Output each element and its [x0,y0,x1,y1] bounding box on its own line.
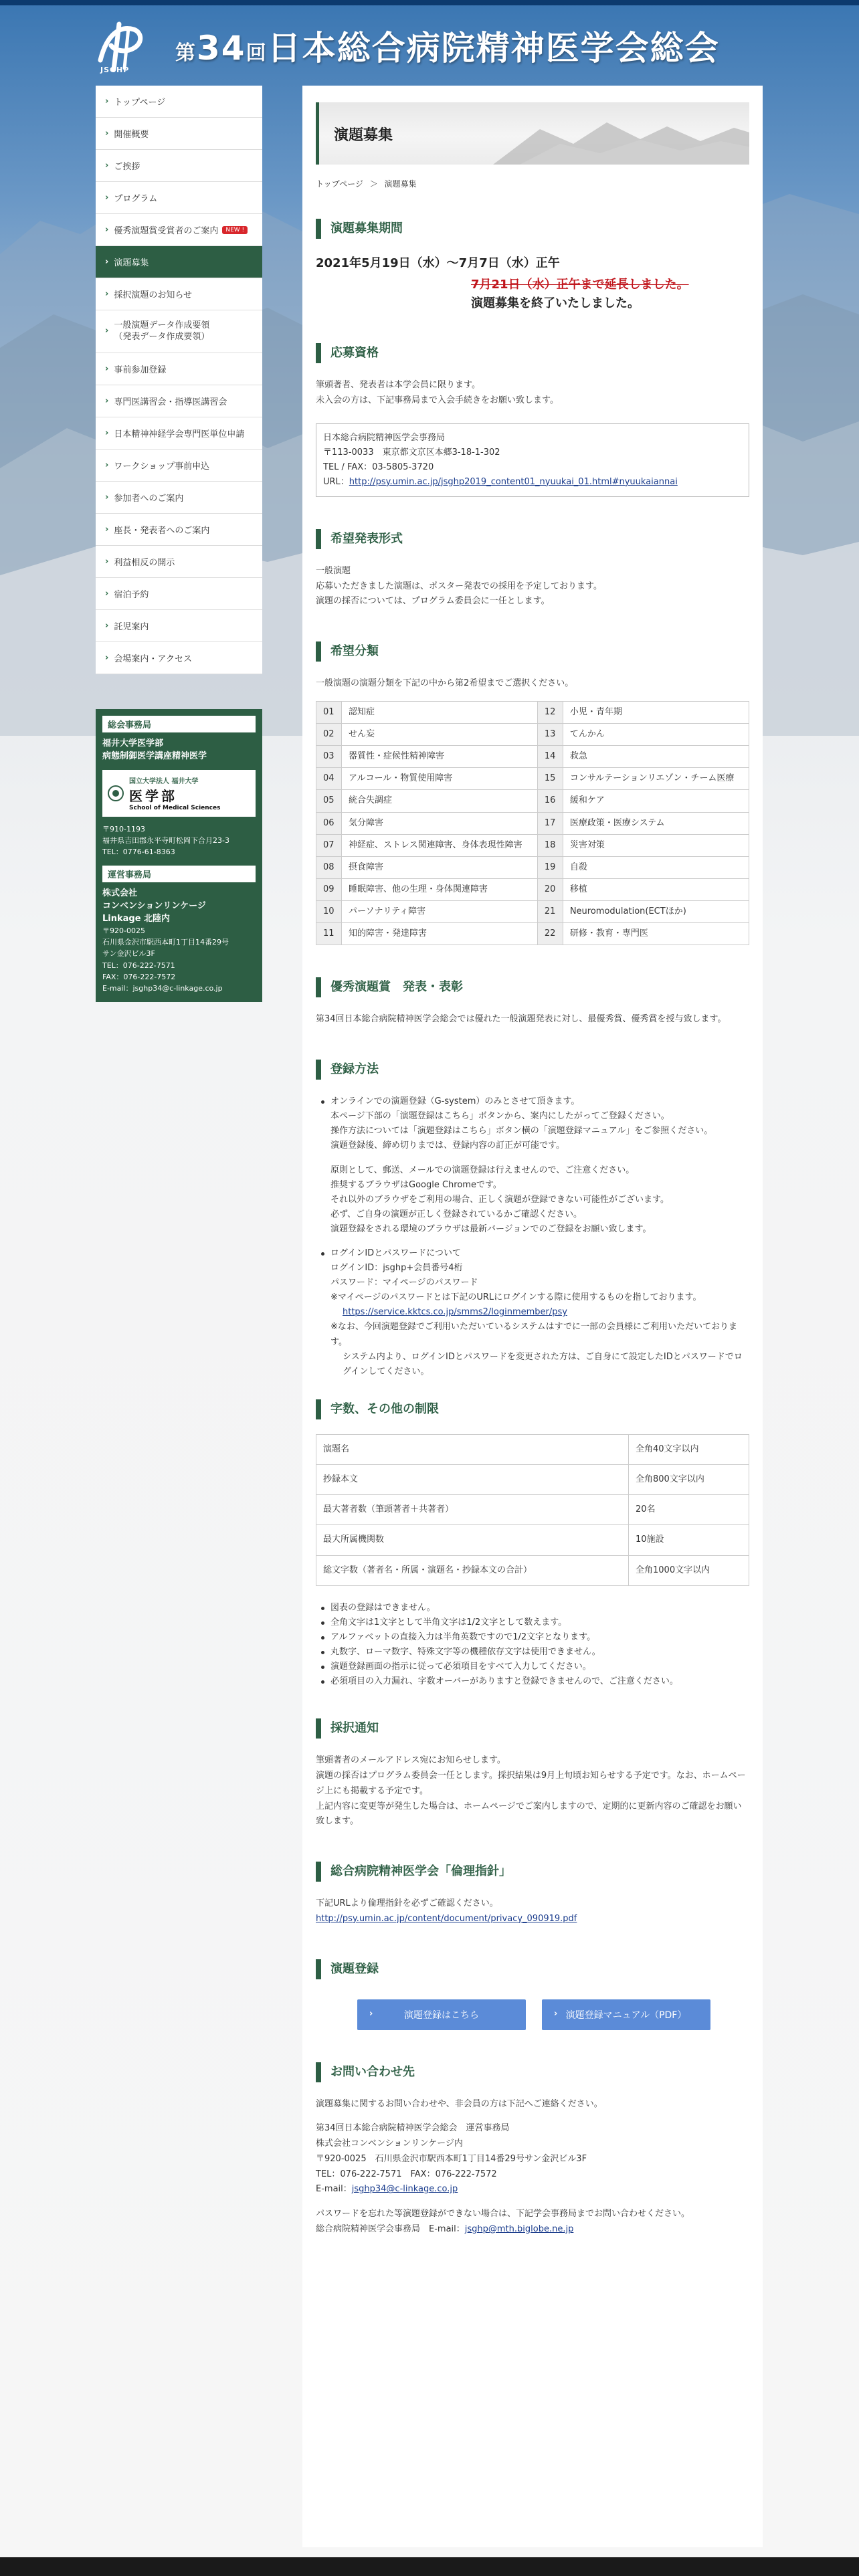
limit-item: 最大所属機関数 [316,1525,629,1555]
sidebar [96,86,262,1002]
reg-b1b-line2: 推奨するブラウザはGoogle Chromeです。 [330,1179,502,1190]
category-number: 13 [537,724,563,746]
reg-b1b-line5: 演題登録をされる環境のブラウザは最新バージョンでのご登録をお願い致します。 [330,1223,652,1234]
nav-label: 宿泊予約 [114,590,149,600]
eligibility-line1: 筆頭著者、発表者は本学会員に限ります。 [316,380,480,390]
category-name: パーソナリティ障害 [342,901,538,923]
limit-value: 全角40文字以内 [629,1434,749,1464]
format-line1: 一般演題 [316,565,351,576]
category-number: 15 [537,768,563,790]
university-logo-text [129,775,220,811]
new-badge: NEW ! [222,226,248,234]
category-name: 緩和ケア [563,790,749,812]
nav-top[interactable] [96,86,262,118]
nav-greeting[interactable] [96,150,262,182]
category-name: 気分障害 [342,812,538,834]
nav-label: 参加者へのご案内 [114,494,184,504]
contact-email-link[interactable]: jsghp34@c-linkage.co.jp [351,2184,458,2195]
list-item: アルファベットの直接入力は半角英数ですので1/2文字となります。 [316,1630,749,1645]
chevron-right-icon: › [105,193,109,203]
category-number: 22 [537,923,563,945]
category-number: 04 [316,768,342,790]
category-number: 20 [537,879,563,901]
nav-label-line2: （発表データ作成要領） [114,331,210,342]
site-title[interactable] [175,21,720,70]
chevron-right-icon: › [105,96,109,106]
list-item [316,1094,749,1237]
secretariat-zip: 〒910-1193 [102,824,145,833]
chevron-right-icon: › [369,2008,373,2019]
section-title-format: 希望発表形式 [316,529,749,549]
table-row [316,1434,749,1464]
nav-accommodation[interactable] [96,578,262,610]
main-content [302,86,763,2547]
nav-program[interactable] [96,182,262,214]
section-title-contact: お問い合わせ先 [316,2062,749,2082]
site-header [0,5,859,80]
contact-line6-row [316,2222,749,2238]
contact-text [316,2097,749,2238]
period-closed: 演題募集を終了いたしました。 [471,296,640,310]
nav-award-winners[interactable] [96,214,262,246]
office-address2: サン金沢ビル3F [102,949,155,959]
ethics-text [316,1896,749,1927]
nav-childcare[interactable] [96,610,262,642]
category-name: 睡眠障害、他の生理・身体関連障害 [342,879,538,901]
title-number: 34 [197,29,246,68]
category-number: 11 [316,923,342,945]
limit-value: 全角1000文字以内 [629,1555,749,1585]
category-name: 認知症 [342,701,538,723]
title-main: 日本総合病院精神医学会総会 [267,29,720,68]
chevron-right-icon: › [105,557,109,567]
category-number: 19 [537,856,563,878]
secretariat-info-box [96,709,262,1002]
section-title-award: 優秀演題賞 発表・表彰 [316,977,749,997]
category-name: 知的障害・発達障害 [342,923,538,945]
page-banner [316,102,749,165]
ethics-pdf-link[interactable]: http://psy.umin.ac.jp/content/document/privacy_090919.pdf [316,1913,577,1924]
category-number: 14 [537,746,563,768]
limits-notes [316,1601,749,1690]
office-tel: TEL：076-222-7571 [102,961,175,970]
category-name: Neuromodulation(ECTほか) [563,901,749,923]
category-name: 救急 [563,746,749,768]
nav-label: 採択演題のお知らせ [114,290,192,300]
limit-value: 10施設 [629,1525,749,1555]
table-row [316,901,749,923]
nav-accepted-abstracts[interactable] [96,278,262,310]
chevron-right-icon: › [105,589,109,599]
section-title-categories: 希望分類 [316,641,749,662]
nav-label: 専門医講習会・指導医講習会 [114,397,227,407]
contact-line5: パスワードを忘れた等演題登録ができない場合は、下記学会事務局までお問い合わせください。 [316,2209,690,2219]
category-number: 10 [316,901,342,923]
nav-label: 日本精神神経学会専門医単位申請 [114,429,245,439]
list-item [316,1246,749,1379]
reg-b2-note3: システム内より、ログインIDとパスワードを変更された方は、ご自身にて設定したIDとパスワードでログインしてください。 [343,1351,743,1377]
section-title-registration: 登録方法 [316,1060,749,1080]
chevron-right-icon: › [105,460,109,470]
category-number: 06 [316,812,342,834]
category-number: 01 [316,701,342,723]
office-zip: 〒920-0025 [102,926,145,936]
category-name: 研修・教育・専門医 [563,923,749,945]
university-logo-line1: 国立大学法人 福井大学 [129,777,199,785]
secretariat-name1: 福井大学医学部 [102,738,164,749]
nav-label: 座長・発表者へのご案内 [114,526,210,536]
category-name: 自殺 [563,856,749,878]
chevron-right-icon: › [105,653,109,663]
registration-list [316,1094,749,1379]
secretariat-tel: TEL：0776-61-8363 [102,847,175,856]
category-number: 07 [316,834,342,856]
notice-line2: 演題の採否はプログラム委員会一任とします。採択結果は9月上旬頃お知らせする予定です。なお、ホームページ上にも掲載する予定です。 [316,1771,746,1796]
category-number: 05 [316,790,342,812]
society-url-row [323,475,742,490]
chevron-right-icon: › [105,128,109,138]
category-name: てんかん [563,724,749,746]
category-name: 摂食障害 [342,856,538,878]
button-label: 演題登録マニュアル（PDF） [565,2009,687,2021]
nav-coi-disclosure[interactable] [96,546,262,578]
table-row [316,834,749,856]
category-number: 12 [537,701,563,723]
section-title-ethics: 総合病院精神医学会「倫理指針」 [316,1862,749,1882]
reg-b2-line3: パスワード：マイページのパスワード [330,1278,478,1288]
title-prefix: 第 [175,41,197,65]
section-title-reg-buttons: 演題登録 [316,1959,749,1979]
table-row [316,701,749,723]
nav-chairs-presenters-info[interactable] [96,514,262,546]
nav-label: 事前参加登録 [114,365,167,375]
list-item: 図表の登録はできません。 [316,1601,749,1615]
logo-text: JSGHP [100,66,130,74]
category-table [316,701,749,946]
category-name: 器質性・症候性精神障害 [342,746,538,768]
category-name: 小児・青年期 [563,701,749,723]
period-extended: 7月21日（水）正午まで延長しました。 [471,278,689,292]
page-title: 演題募集 [334,127,393,144]
section-title-eligibility: 応募資格 [316,343,749,363]
society-name: 日本総合病院精神医学会事務局 [323,432,446,443]
breadcrumb-current: 演題募集 [384,179,417,189]
chevron-right-icon: › [105,257,109,267]
award-text: 第34回日本総合病院精神医学会総会では優れた一般演題発表に対し、最優秀賞、優秀賞を授与致します。 [316,1014,727,1025]
society-tel-fax: TEL / FAX：03-5805-3720 [323,462,434,472]
nav-access[interactable] [96,642,262,674]
chevron-right-icon: › [105,289,109,299]
list-item: 必須項目の入力漏れ、字数オーバーがありますと登録できませんので、ご注意ください。 [316,1674,749,1689]
contact-line3: 〒920-0025 石川県金沢市駅西本町1丁目14番29号サン金沢ビル3F [316,2153,587,2164]
nav-workshop[interactable] [96,450,262,482]
breadcrumb-home-link[interactable]: トップページ [316,179,363,189]
reg-b1-notes [330,1163,749,1237]
format-text [316,564,749,609]
list-item: 全角文字は1文字として半角文字は1/2文字として数えます。 [316,1615,749,1630]
nav-specialist-seminar[interactable] [96,385,262,417]
nav-label: 利益相反の開示 [114,558,175,568]
breadcrumb [316,178,749,189]
table-row [316,768,749,790]
category-name: 災害対策 [563,834,749,856]
university-logo[interactable] [102,770,256,817]
section-title-period: 演題募集期間 [316,219,749,239]
reg-b1b-line4: 必ず、ご自身の演題が正しく登録されているかご確認ください。 [330,1209,582,1219]
office-name2: コンベンションリンケージ [102,900,206,911]
nav-pre-registration[interactable] [96,353,262,385]
category-number: 16 [537,790,563,812]
university-logo-line3: School of Medical Sciences [129,804,221,811]
table-row [316,724,749,746]
nav-call-for-abstracts[interactable] [96,246,262,278]
eligibility-line2: 未入会の方は、下記事務局まで入会手続きをお願い致します。 [316,395,559,405]
category-name: 統合失調症 [342,790,538,812]
reg-b1-line4: 演題登録後、締め切りまでは、登録内容の訂正が可能です。 [330,1141,565,1151]
reg-b2-note2: ※なお、今回演題登録でご利用いただいているシステムはすでに一部の会員様にご利用いただいております。 [330,1322,737,1347]
reg-b1-line1: オンラインでの演題登録（G-system）のみとさせて頂きます。 [330,1096,580,1107]
category-number: 02 [316,724,342,746]
nav-label: トップページ [114,98,166,108]
office-name1: 株式会社 [102,888,138,898]
secretariat-heading: 総会事務局 [102,716,256,732]
contact-email-label: E-mail： [316,2184,352,2195]
categories-intro: 一般演題の演題分類を下記の中から第2希望までご選択ください。 [316,678,574,689]
reg-b1b-line1: 原則として、郵送、メールでの演題登録は行えませんので、ご注意ください。 [330,1165,635,1175]
chevron-right-icon: › [554,2008,558,2019]
category-number: 21 [537,901,563,923]
contact-line6: 総合病院精神医学会事務局 E-mail： [316,2223,465,2234]
secretariat-name2: 病態制御医学講座精神医学 [102,751,207,761]
reg-b2-line2: ログインID：jsghp+会員番号4桁 [330,1263,463,1274]
category-number: 08 [316,856,342,878]
table-row [316,1465,749,1495]
chevron-right-icon: › [105,524,109,534]
university-logo-line2: 医学部 [129,787,177,804]
chevron-right-icon: › [105,621,109,631]
office-email[interactable]: E-mail：jsghp34@c-linkage.co.jp [102,983,223,993]
category-number: 03 [316,746,342,768]
nav-data-guidelines[interactable] [96,310,262,353]
chevron-right-icon: › [105,326,109,336]
nav-label: 託児案内 [114,622,149,632]
office-address: 石川県金沢市駅西本町1丁目14番29号 [102,938,229,947]
contact-line1: 第34回日本総合病院精神医学会総会 運営事務局 [316,2123,510,2134]
eligibility-text [316,378,749,409]
member-login-url-link[interactable]: https://service.kktcs.co.jp/smms2/loginmember/psy [343,1307,567,1318]
nav-credit-application[interactable] [96,417,262,450]
notice-line1: 筆頭著者のメールアドレス宛にお知らせします。 [316,1755,506,1766]
limit-item: 演題名 [316,1434,629,1464]
limit-item: 最大著者数（筆頭著者＋共著者） [316,1495,629,1525]
nav-label [114,320,209,343]
category-name: 移植 [563,879,749,901]
category-name: せん妄 [342,724,538,746]
reg-b2-line1: ログインIDとパスワードについて [330,1248,461,1259]
university-emblem-icon [108,785,124,801]
list-item: 演題登録画面の指示に従って必須項目をすべて入力してください。 [316,1660,749,1674]
reg-b2-note1: ※マイページのパスワードとは下記のURLにログインする際に使用するものを指しております。 [330,1292,702,1303]
registration-button-row [316,1999,749,2030]
chevron-right-icon: › [105,492,109,502]
table-row [316,856,749,878]
nav-label: プログラム [114,194,158,204]
list-item: 丸数字、ローマ数字、特殊文字等の機種依存文字は使用できません。 [316,1645,749,1660]
society-url-label: URL： [323,476,349,487]
nav-label: ご挨拶 [114,162,140,172]
society-email-link[interactable]: jsghp@mth.biglobe.ne.jp [464,2223,574,2234]
category-number: 17 [537,812,563,834]
nav-participants-info[interactable] [96,482,262,514]
contact-email-row [316,2182,749,2197]
table-row [316,746,749,768]
nav-label: 開催概要 [114,130,149,140]
chevron-right-icon: › [105,364,109,374]
limit-item: 抄録本文 [316,1465,629,1495]
society-address: 〒113-0033 東京都文京区本郷3-18-1-302 [323,447,500,458]
office-name3: Linkage 北陸内 [102,913,171,924]
period-original [316,254,749,271]
table-row [316,1495,749,1525]
chevron-right-icon: › [105,161,109,171]
limit-item: 総文字数（著者名・所属・演題名・抄録本文の合計） [316,1555,629,1585]
nav-label: 優秀演題賞受賞者のご案内 [114,226,219,236]
abstract-registration-button[interactable] [357,1999,526,2030]
nav-label: 会場案内・アクセス [114,654,192,664]
reg-b1-line3: 操作方法については「演題登録はこちら」ボタン横の「演題登録マニュアル」をご参照ください。 [330,1126,713,1136]
limits-table [316,1434,749,1586]
reg-b2-url-row [330,1305,749,1320]
section-title-notice: 採択通知 [316,1718,749,1739]
membership-url-link[interactable]: http://psy.umin.ac.jp/jsghp2019_content01_nyuukai_01.html#nyuukaiannai [349,476,678,487]
category-number: 18 [537,834,563,856]
section-title-limits: 字数、その他の制限 [316,1399,749,1419]
title-mid: 回 [246,41,268,65]
table-row [316,923,749,945]
society-address-box [316,423,749,497]
table-row [316,1525,749,1555]
office-fax: FAX：076-222-7572 [102,972,176,981]
reg-b1b-line3: それ以外のブラウザをご利用の場合、正しく演題が登録できない可能性がございます。 [330,1194,669,1205]
nav-label-line1: 一般演題データ作成要領 [114,320,210,330]
category-number: 09 [316,879,342,901]
registration-manual-button[interactable] [542,1999,710,2030]
breadcrumb-separator: ＞ [369,179,378,189]
reg-b1-line2: 本ページ下部の「演題登録はこちら」ボタンから、案内にしたがってご登録ください。 [330,1111,670,1122]
category-name: アルコール・物質使用障害 [342,768,538,790]
limit-value: 全角800文字以内 [629,1465,749,1495]
secretariat-address: 福井県吉田郡永平寺町松岡下合月23-3 [102,835,229,845]
contact-line2: 株式会社コンベンションリンケージ内 [316,2139,463,2149]
nav-overview[interactable] [96,118,262,150]
chevron-right-icon: › [105,396,109,406]
table-row [316,879,749,901]
table-row [316,790,749,812]
contact-intro: 演題募集に関するお問い合わせや、非会員の方は下記へご連絡ください。 [316,2098,603,2109]
contact-line4: TEL：076-222-7571 FAX：076-222-7572 [316,2169,497,2179]
office-heading: 運営事務局 [102,866,256,882]
ethics-line1: 下記URLより倫理指針を必ずご確認ください。 [316,1898,498,1909]
chevron-right-icon: › [105,225,109,235]
button-label: 演題登録はこちら [404,2009,479,2021]
nav-label: 演題募集 [114,258,149,268]
category-name: コンサルテーションリエゾン・チーム医療 [563,768,749,790]
footer-bar [0,2557,859,2576]
notice-text [316,1753,749,1829]
category-name: 神経症、ストレス関連障害、身体表現性障害 [342,834,538,856]
table-row [316,812,749,834]
limit-value: 20名 [629,1495,749,1525]
category-name: 医療政策・医療システム [563,812,749,834]
period-dates: 2021年5月19日（水）～7月7日（水）正午 [316,256,560,270]
format-line3: 演題の採否については、プログラム委員会に一任とします。 [316,596,550,607]
nav-label: ワークショップ事前申込 [114,462,210,472]
table-row [316,1555,749,1585]
format-line2: 応募いただきました演題は、ポスター発表での採用を予定しております。 [316,581,602,591]
notice-line3: 上記内容に変更等が発生した場合は、ホームページでご案内しますので、定期的に更新内容のご確認をお願い致します。 [316,1801,742,1827]
chevron-right-icon: › [105,428,109,438]
